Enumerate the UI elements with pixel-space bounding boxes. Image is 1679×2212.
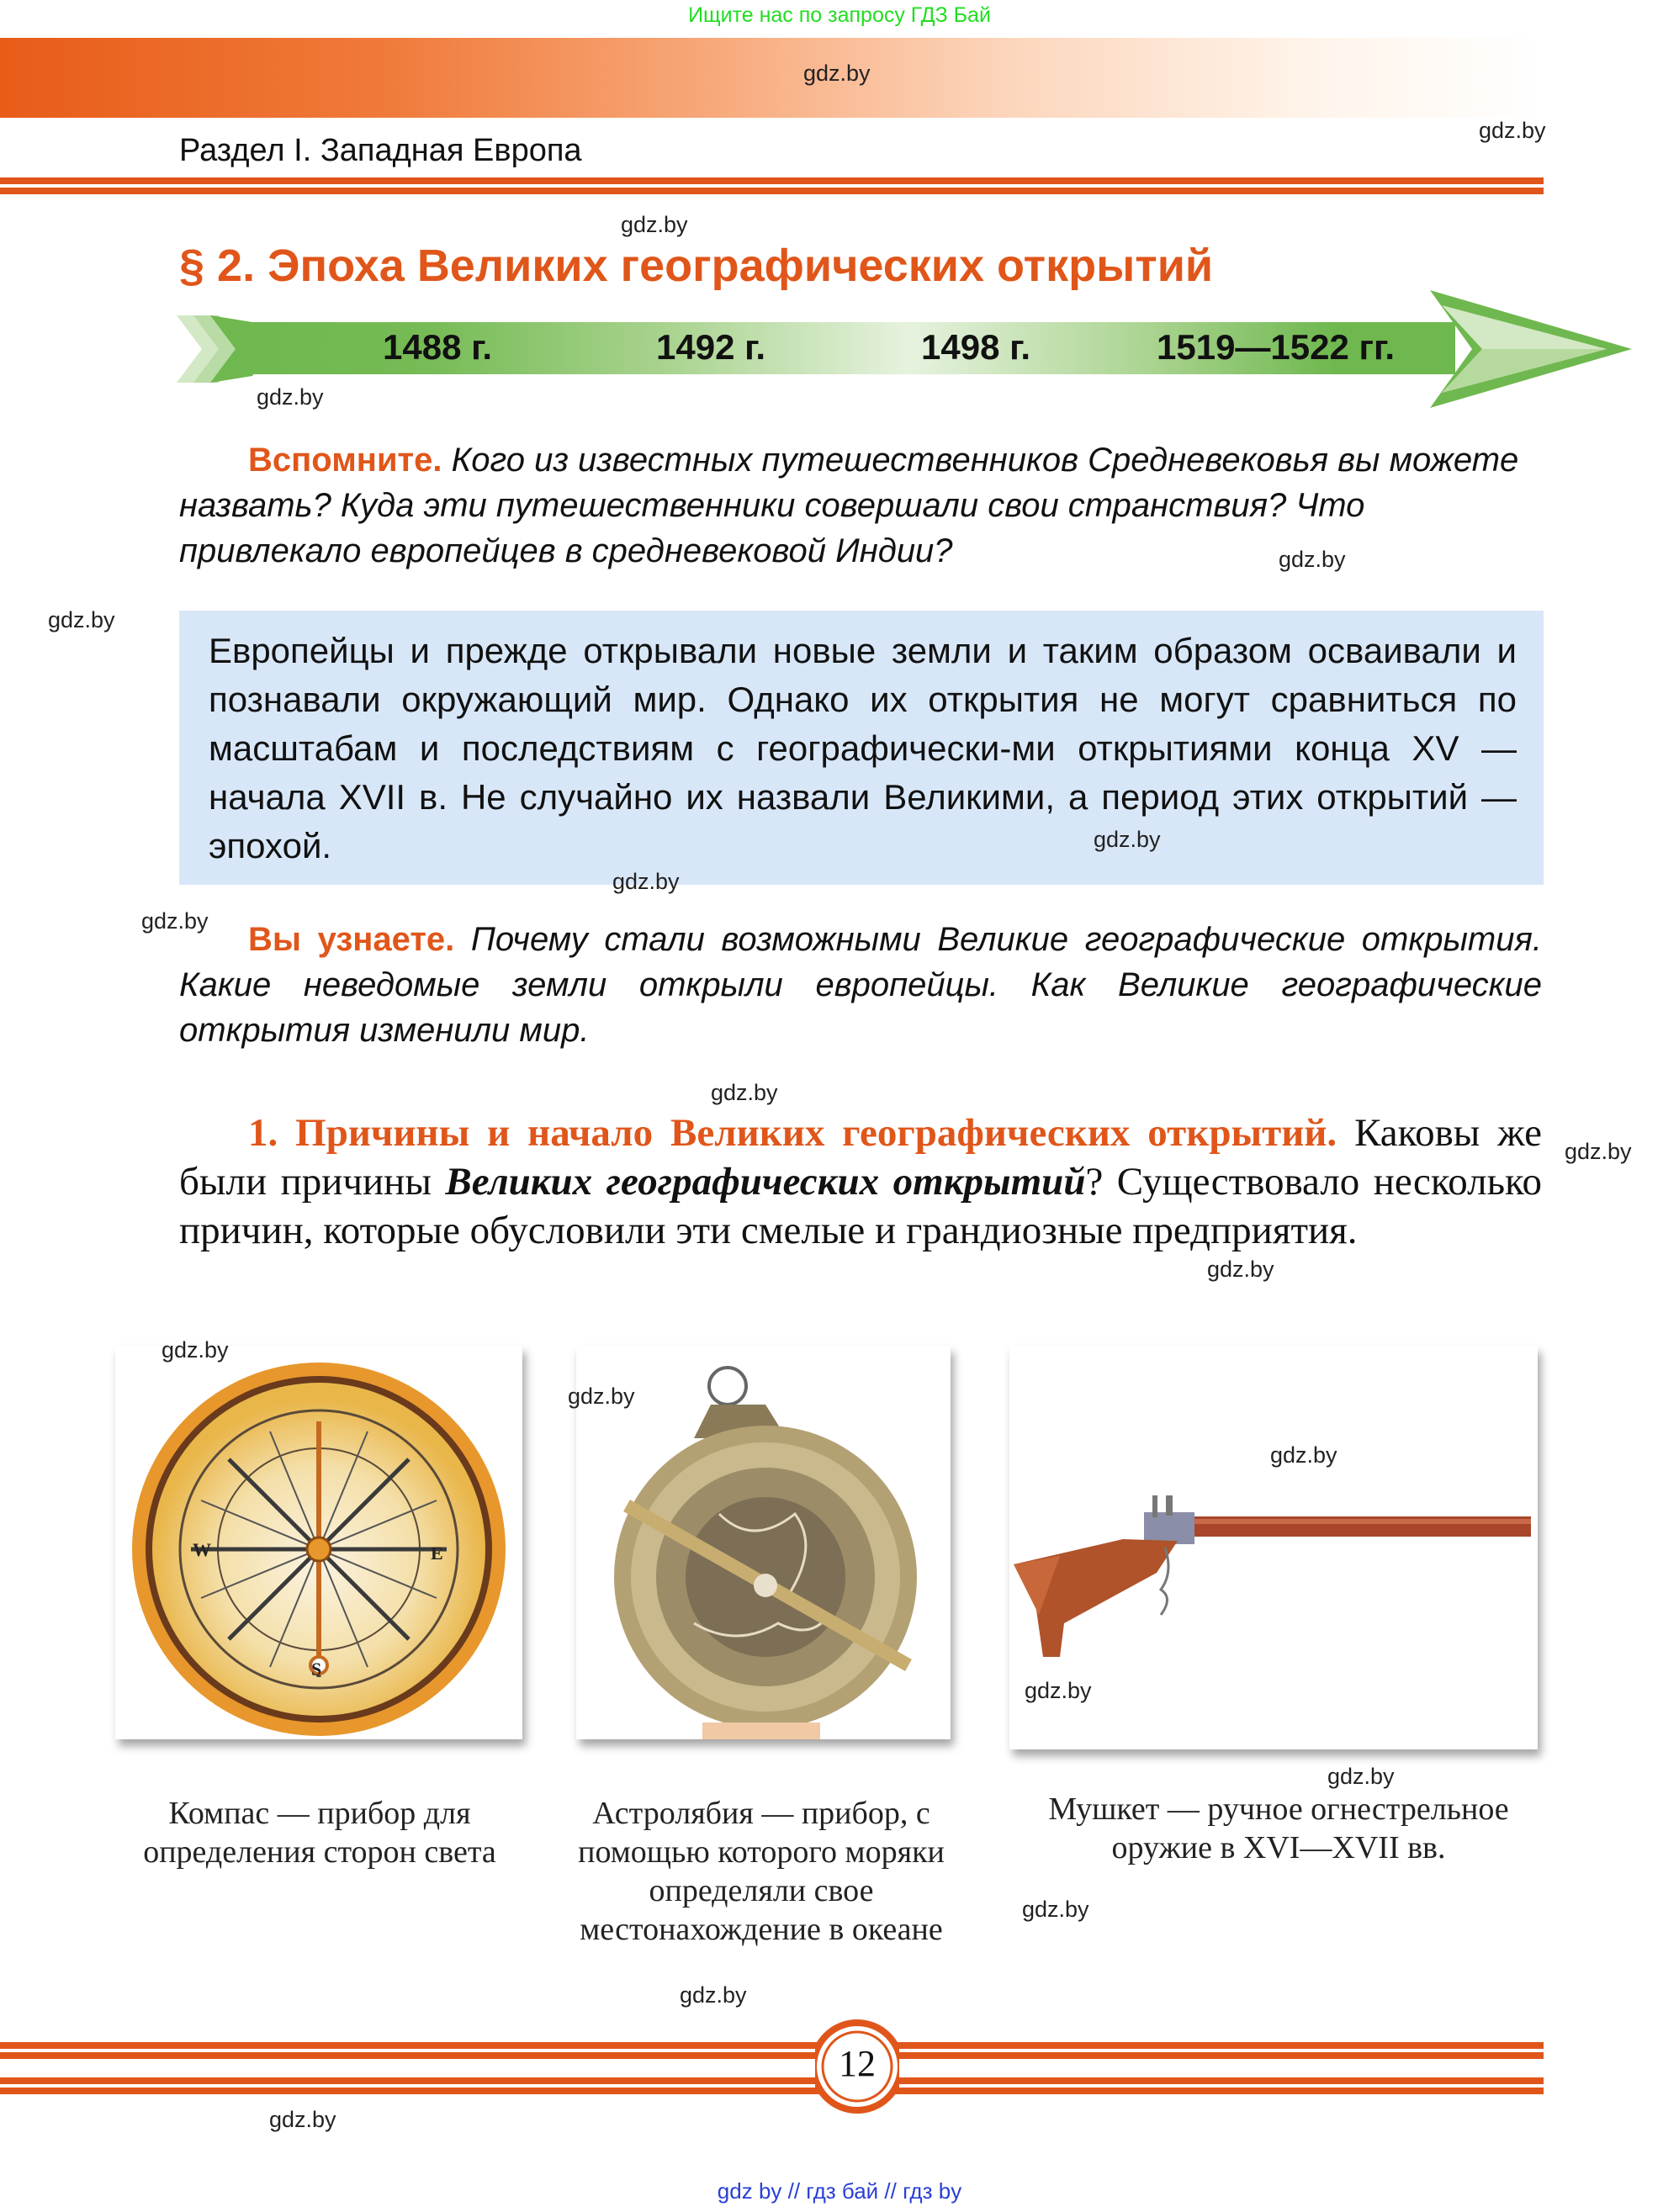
watermark: gdz.by [568, 1384, 635, 1409]
watermark: gdz.by [1022, 1897, 1089, 1922]
section-1-text [179, 1109, 1542, 1255]
section-label: Раздел I. Западная Европа [179, 133, 582, 168]
footer-rule [0, 2077, 1544, 2084]
learn-text: Почему стали возможными Великие географические открытия. Какие неведомые земли открыли европейцы. Как Великие географические открытия изменили мир. [179, 921, 1542, 1049]
watermark: gdz.by [1025, 1678, 1092, 1703]
intro-text: Европейцы и прежде открывали новые земли и таким образом осваивали и познавали окружающий мир. Однако их открытия не могут сравниться по масштабам и последствиям с географически-ми открытиями конца XV — начала XVII в. Не случайно их назвали Великими, а период этих открытий — эпохой. [209, 631, 1517, 865]
footer-rule [0, 2042, 1544, 2049]
timeline-year: 1498 г. [921, 327, 1031, 367]
header-gradient-bar [0, 38, 1544, 118]
watermark: gdz.by [162, 1337, 229, 1363]
header-rule [0, 188, 1544, 194]
timeline-year: 1488 г. [383, 327, 493, 367]
header-rule [0, 177, 1544, 184]
watermark: gdz.by [257, 384, 324, 410]
learn-block [179, 917, 1542, 1053]
top-banner[interactable]: Ищите нас по запросу ГДЗ Бай [688, 3, 991, 27]
watermark: gdz.by [269, 2107, 336, 2132]
footer-links[interactable]: gdz by // гдз бай // гдз by [717, 2178, 962, 2204]
watermark: gdz.by [1327, 1764, 1395, 1789]
footer-rule [0, 2052, 1544, 2059]
watermark: gdz.by [1479, 118, 1546, 143]
timeline-year: 1519—1522 гг. [1157, 327, 1395, 367]
watermark: gdz.by [621, 212, 688, 237]
astrolabe-caption: Астролябия — прибор, с помощью которого моряки определяли свое местонахождение в океане [578, 1796, 945, 1947]
recall-text: Кого из известных путешественников Средневековья вы можете назвать? Куда эти путешественники совершали свои странствия? Что привлекало европейцев в средневековой Индии? [179, 442, 1519, 569]
svg-text:S: S [311, 1659, 322, 1680]
section-1-text-before: Каковы же были причины [179, 1111, 1542, 1204]
svg-text:W: W [193, 1539, 211, 1560]
watermark: gdz.by [1270, 1442, 1337, 1468]
watermark: gdz.by [1094, 827, 1161, 852]
timeline-arrow [177, 290, 1623, 408]
compass-caption: Компас — прибор для определения сторон света [143, 1796, 496, 1870]
timeline-year: 1492 г. [656, 327, 766, 367]
watermark: gdz.by [803, 61, 871, 86]
watermark: gdz.by [711, 1080, 778, 1105]
svg-text:E: E [431, 1543, 443, 1564]
section-1-text-after: ? Существовало несколько причин, которые обусловили эти смелые и грандиозные предприятия. [179, 1160, 1542, 1252]
compass-icon [115, 1346, 522, 1739]
recall-label: Вспомните. [248, 442, 442, 479]
watermark: gdz.by [612, 869, 680, 894]
arrow-head-icon [1430, 290, 1632, 408]
watermark: gdz.by [1207, 1257, 1274, 1282]
watermark: gdz.by [48, 607, 115, 632]
compass-image [115, 1346, 522, 1739]
watermark: gdz.by [1565, 1139, 1632, 1164]
learn-label: Вы узнаете. [248, 921, 455, 958]
watermark: gdz.by [141, 908, 209, 934]
footer-rule [0, 2088, 1544, 2094]
page-number: 12 [839, 2043, 876, 2084]
watermark: gdz.by [680, 1982, 747, 2008]
section-1-term: Великих географических открытий [445, 1160, 1086, 1204]
watermark: gdz.by [1279, 547, 1346, 572]
musket-caption: Мушкет — ручное огнестрельное оружие в XVI—XVII вв. [1048, 1791, 1509, 1865]
page-title: § 2. Эпоха Великих географических открытий [179, 241, 1214, 291]
page-number-badge [815, 2019, 899, 2103]
section-1-heading: 1. Причины и начало Великих географических открытий. [248, 1111, 1337, 1155]
